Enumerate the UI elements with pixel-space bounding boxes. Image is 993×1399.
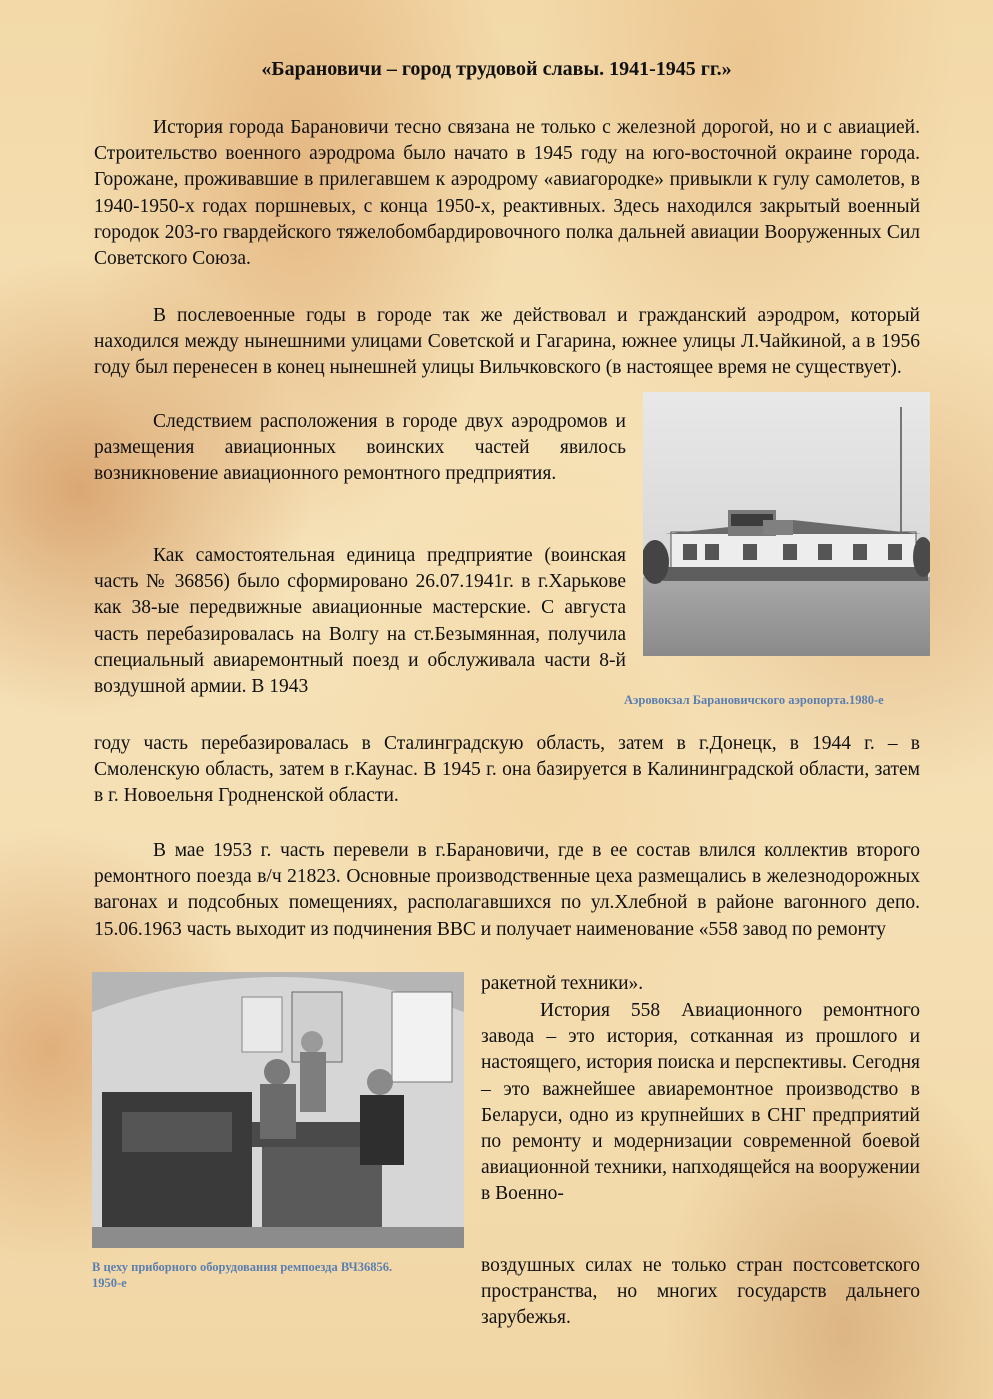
airport-photo-caption: Аэровокзал Барановичского аэропорта.1980-е	[624, 693, 884, 707]
page-title: «Барановичи – город трудовой славы. 1941-1945 гг.»	[261, 58, 732, 80]
paragraph-plant-history: История 558 Авиационного ремонтного завода – это история, сотканная из прошлого и настоящего, история поиска и перспективы. Сегодня – это важнейшее авиаремонтное производство в Беларуси, одно из крупнейших в СНГ предприятий по ремонту и модернизации современной боевой авиационной техники, напходящейся на вооружении в Военно-	[481, 1000, 920, 1205]
airport-terminal-photo	[643, 392, 930, 656]
paragraph-baranovichi-move: В мае 1953 г. часть перевели в г.Барановичи, где в ее состав влился коллектив второго ремонтного поезда в/ч 21823. Основные производственные цеха размещались в железнодорожных вагонах и подсобных помещениях, располагавшихся по ул.Хлебной в районе вагонного депо. 15.06.1963 часть выходит из подчинения ВВС и получает наименование «558 завод по ремонту	[94, 840, 920, 940]
workshop-caption-line2: 1950-е	[92, 1276, 127, 1290]
workshop-caption-line1: В цеху приборного оборудования ремпоезда ВЧ36856.	[92, 1260, 393, 1274]
paragraph-civil-airfield: В послевоенные годы в городе так же действовал и гражданский аэродром, который находился между нынешними улицами Советской и Гагарина, южнее улицы Л.Чайкиной, а в 1956 году был перенесен в конец нынешней улицы Вильчковского (в настоящее время не существует).	[94, 305, 920, 379]
paragraph-plant-history-end: воздушных силах не только стран постсоветского пространства, но многих государств дальнего зарубежья.	[481, 1255, 920, 1329]
workshop-photo-caption	[92, 1259, 472, 1291]
paragraph-repair-enterprise: Следствием расположения в городе двух аэродромов и размещения авиационных воинских частей явилось возникновение авиационного ремонтного предприятия.	[94, 411, 626, 485]
paragraph-aviation-history: История города Барановичи тесно связана не только с железной дорогой, но и с авиацией. Строительство военного аэродрома было начато в 1945 году на юго-восточной окраине города. Горожане, проживавшие в прилегавшем к аэродрому «авиагородке» привыкли к гулу самолетов, в 1940-1950-х годах поршневых, с конца 1950-х, реактивных. Здесь находился закрытый военный городок 203-го гвардейского тяжелобомбардировочного полка дальней авиации Вооруженных Сил Советского Союза.	[94, 117, 920, 270]
paragraph-formation-part2: году часть перебазировалась в Сталинградскую область, затем в г.Донецк, в 1944 г. – в Смоленскую область, затем в г.Каунас. В 1945 г. она базируется в Калининградской области, затем в г. Новоельня Гродненской области.	[94, 733, 920, 807]
workshop-photo	[92, 972, 464, 1248]
paragraph-baranovichi-move-end: ракетной техники».	[481, 973, 644, 994]
paragraph-formation-part1: Как самостоятельная единица предприятие (воинская часть № 36856) было сформировано 26.07.1941г. в г.Харькове как 38-ые передвижные авиационные мастерские. С августа часть перебазировалась на Волгу на ст.Безымянная, получила специальный авиаремонтный поезд и обслуживала части 8-й воздушной армии. В 1943	[94, 545, 626, 698]
